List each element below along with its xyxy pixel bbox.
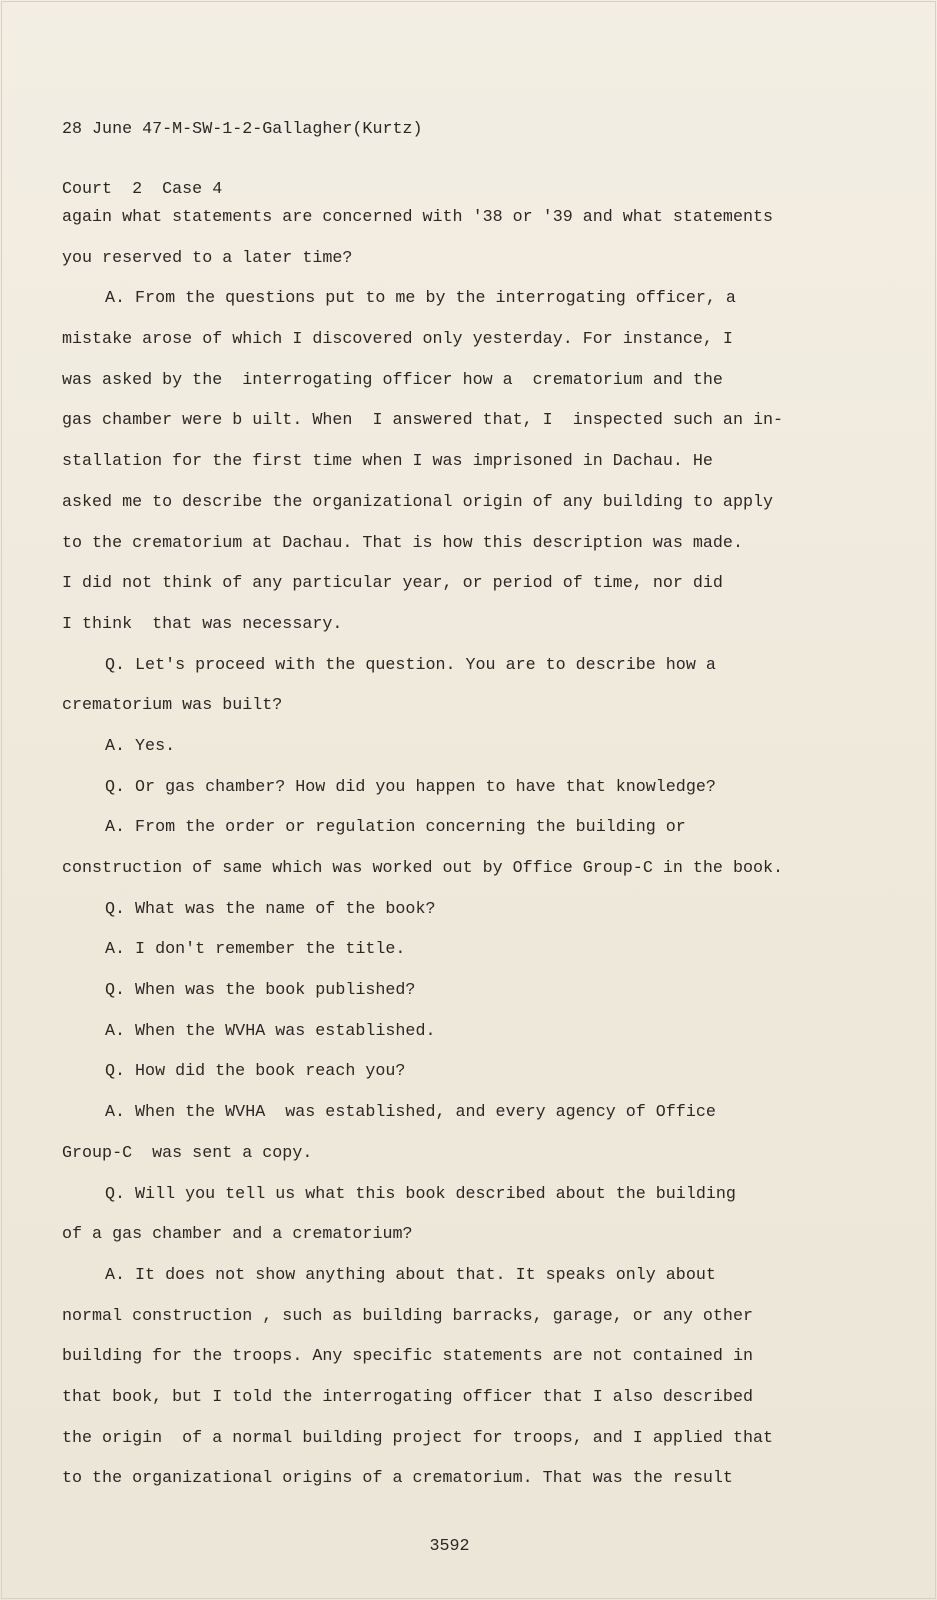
transcript-line: was asked by the interrogating officer how a crematorium and the: [62, 370, 723, 390]
transcript-line: that book, but I told the interrogating officer that I also described: [62, 1387, 753, 1407]
transcript-line: stallation for the first time when I was imprisoned in Dachau. He: [62, 452, 713, 472]
transcript-line: gas chamber were b uilt. When I answered that, I inspected such an in-: [62, 411, 784, 431]
transcript-line: Q. Will you tell us what this book described about the building: [105, 1184, 736, 1204]
page-number: 3592: [429, 1537, 470, 1556]
transcript-body: [62, 198, 783, 1500]
transcript-line: normal construction , such as building barracks, garage, or any other: [62, 1306, 753, 1326]
transcript-line: you reserved to a later time?: [62, 248, 353, 268]
transcript-line: A. Yes.: [105, 736, 176, 756]
transcript-line: of a gas chamber and a crematorium?: [62, 1225, 413, 1245]
transcript-line: mistake arose of which I discovered only yesterday. For instance, I: [62, 330, 733, 350]
transcript-line: construction of same which was worked out by Office Group-C in the book.: [62, 859, 784, 878]
transcript-line: A. When the WVHA was established, and every agency of Office: [105, 1103, 716, 1123]
transcript-line: I did not think of any particular year, or period of time, nor did: [62, 574, 723, 594]
transcript-line: the origin of a normal building project for troops, and I applied that: [62, 1428, 774, 1448]
transcript-line: Q. Or gas chamber? How did you happen to have that knowledge?: [105, 777, 716, 797]
transcript-line: crematorium was built?: [62, 696, 283, 716]
transcript-line: A. When the WVHA was established.: [105, 1021, 436, 1041]
transcript-line: I think that was necessary.: [62, 614, 343, 634]
transcript-line: A. From the order or regulation concerning the building or: [105, 818, 686, 838]
transcript-line: Q. When was the book published?: [105, 981, 416, 1001]
transcript-line: to the crematorium at Dachau. That is how this description was made.: [62, 533, 743, 553]
transcript-line: to the organizational origins of a crematorium. That was the result: [62, 1469, 733, 1489]
transcript-line: A. I don't remember the title.: [105, 940, 406, 960]
transcript-line: Group-C was sent a copy.: [62, 1143, 313, 1163]
transcript-line: A. From the questions put to me by the interrogating officer, a: [105, 289, 736, 309]
transcript-line: again what statements are concerned with '38 or '39 and what statements: [62, 208, 774, 227]
transcript-line: Q. Let's proceed with the question. You are to describe how a: [105, 655, 716, 675]
header-court-case: Court 2 Case 4: [62, 180, 223, 199]
transcript-line: Q. What was the name of the book?: [105, 899, 436, 919]
transcript-line: A. It does not show anything about that. It speaks only about: [105, 1265, 716, 1285]
transcript-line: building for the troops. Any specific statements are not contained in: [62, 1347, 753, 1367]
transcript-line: asked me to describe the organizational origin of any building to apply: [62, 492, 774, 512]
header-reference: 28 June 47-M-SW-1-2-Gallagher(Kurtz): [62, 120, 423, 139]
transcript-line: Q. How did the book reach you?: [105, 1062, 406, 1082]
